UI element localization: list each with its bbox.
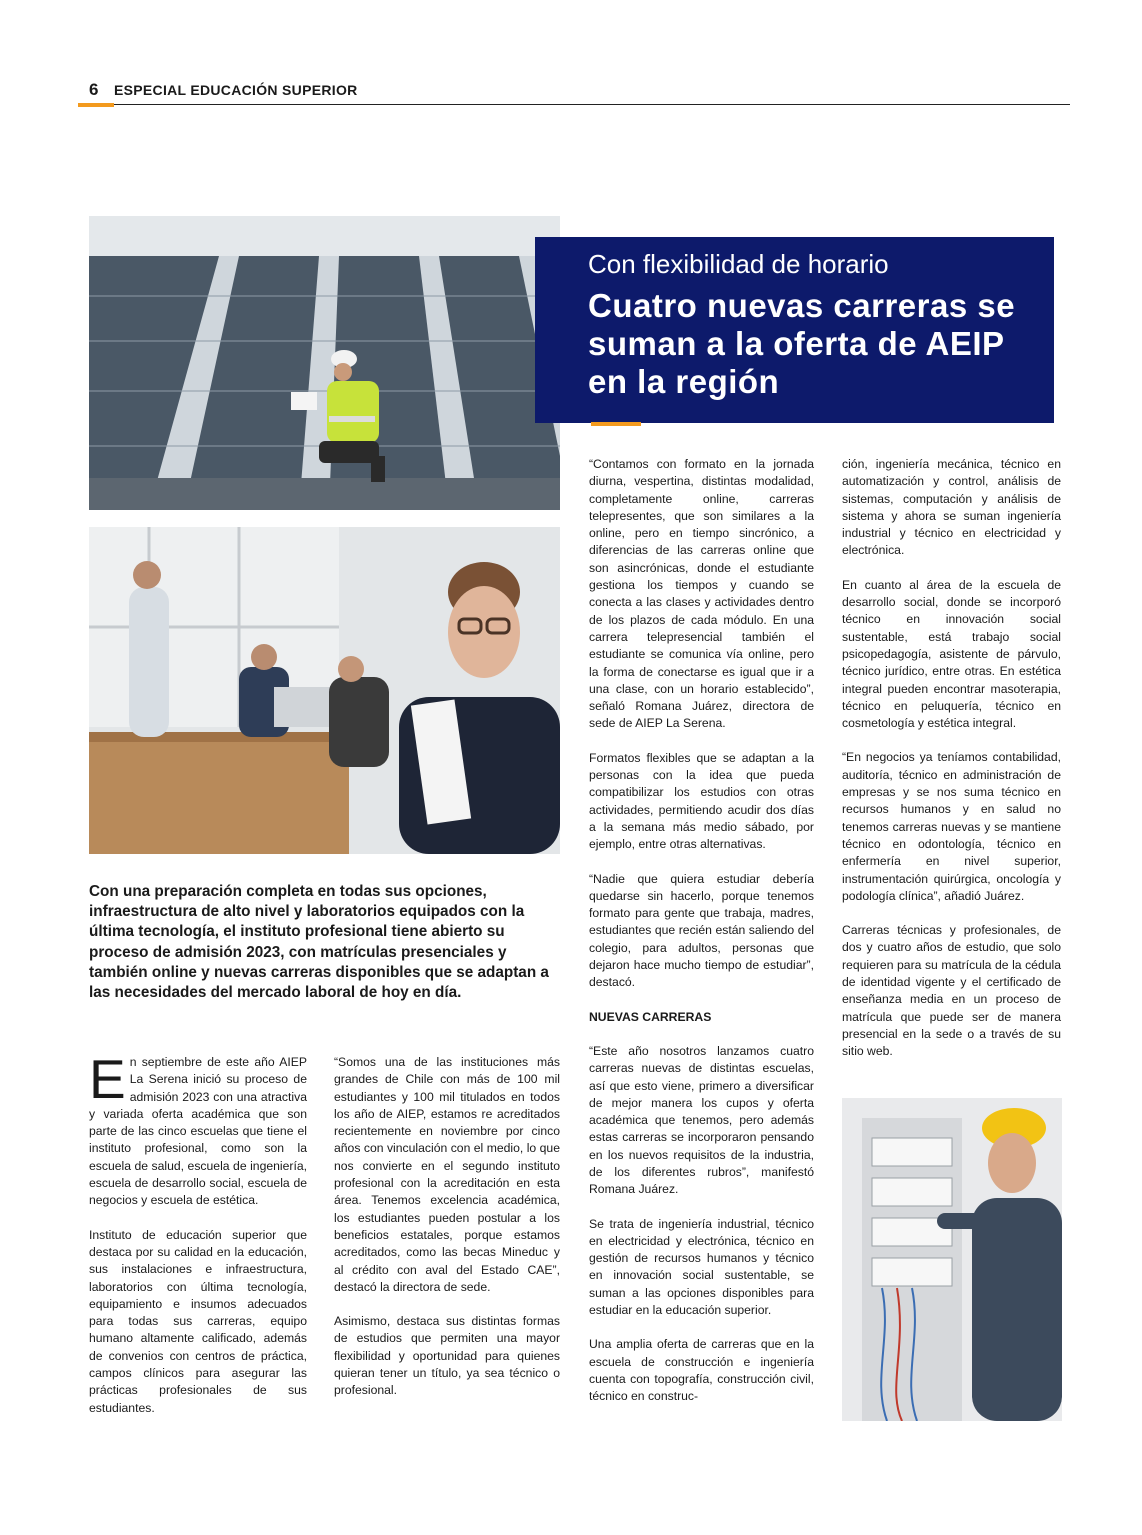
col4-paragraph-1: ción, ingeniería mecánica, técnico en automatización y control, análisis de sistemas, computación y análisis de sistema y ahora se suman ingeniería industrial y técnico en electricidad y electrónica. bbox=[842, 457, 1061, 558]
col1-paragraph-2: Instituto de educación superior que destaca por su calidad en la educación, sus instalaciones e infraestructura, laboratorios con última tecnología, equipamiento e insumos adecuados para todas sus carreras, equipo humano altamente calificado, además de convenios con centros de práctica, campos clínicos para asegurar las prácticas profesionales de sus estudiantes. bbox=[89, 1227, 307, 1415]
col4-paragraph-4: Carreras técnicas y profesionales, de dos y cuatro años de estudio, que solo requieren para su matrícula de la cédula de identidad vigente y el certificado de enseñanza media en un proceso de matrícula que puede ser de manera presencial en la sede o a través de su sitio web. bbox=[842, 923, 1061, 1059]
col3-paragraph-2: Formatos flexibles que se adaptan a la personas con la idea que pueda compatibilizar los estudios con otras actividades, permitiendo acudir dos días a la semana más medio sábado, por ejemplo, entre otras alternativas. bbox=[589, 750, 814, 852]
col4-paragraph-3: “En negocios ya teníamos contabilidad, auditoría, técnico en administración de empresas y se nos suma técnico en recursos humanos y en salud no tenemos carreras nuevas y se mantiene técnico en odontología, técnico en enfermería en nivel superior, instrumentación quirúrgica, oncología y podología clínica”, añadió Juárez. bbox=[842, 750, 1061, 903]
article-kicker: Con flexibilidad de horario bbox=[588, 249, 889, 279]
col3-paragraph-4: “Este año nosotros lanzamos cuatro carreras nuevas de distintas escuelas, así que esto viene, primero a diversificar de mejor manera los cupos y oferta académica que tenemos, pero además estas carreras se incorporaron pensando en los nuevos requisitos de la industria, de los diferentes rubros”, manifestó Romana Juárez. bbox=[589, 1043, 814, 1197]
drop-cap: E bbox=[89, 1048, 126, 1110]
title-box bbox=[535, 237, 1054, 423]
col2-paragraph-1: “Somos una de las instituciones más grandes de Chile con más de 100 mil estudiantes y 100 mil titulados en todos los año de AIEP, estamos re acreditados recientemente en noviembre por cinco años con vinculación con el medio, lo que nos convierte en el segundo instituto profesional con la acreditación en esta área. Tenemos excelencia académica, los estudiantes pueden postular a los beneficios estatales, porque estamos acreditados, como las becas Mineduc y al crédito con aval del Estado CAE”, destacó la directora de sede. bbox=[334, 1055, 560, 1294]
office-team-photo bbox=[89, 527, 560, 854]
body-column-4 bbox=[842, 456, 1061, 1078]
page-number: 6 bbox=[89, 80, 99, 99]
body-column-2 bbox=[334, 1054, 560, 1417]
section-title: ESPECIAL EDUCACIÓN SUPERIOR bbox=[114, 82, 358, 98]
col1-paragraph-1: n septiembre de este año AIEP La Serena inició su proceso de admisión 2023 con una atractiva y variada oferta académica que son parte de las cinco escuelas que tiene el instituto profesional, como son la escuela de salud, escuela de ingeniería, escuela de desarrollo social, escuela de negocios y escuela de estética. bbox=[89, 1055, 307, 1208]
header-rule bbox=[78, 104, 1070, 105]
header-accent-bar bbox=[78, 103, 114, 107]
article-headline: Cuatro nuevas carreras se suman a la oferta de AEIP en la región bbox=[588, 287, 1016, 400]
col4-paragraph-2: En cuanto al área de la escuela de desarrollo social, donde se incorporó técnico en innovación social sustentable, está trabajo social psicopedagogía, asistente de párvulo, técnico jurídico, entre otras. En estética integral pueden encontrar masoterapia, técnico en peluquería, técnico en cosmetología y estética integral. bbox=[842, 577, 1061, 731]
solar-panels-photo bbox=[89, 216, 560, 510]
col2-paragraph-2: Asimismo, destaca sus distintas formas de estudios que permiten una mayor flexibilidad y oportunidad para quienes quieran tener un título, ya sea técnico o profesional. bbox=[334, 1314, 560, 1398]
col3-paragraph-1: “Contamos con formato en la jornada diurna, vespertina, distintas modalidad, completamente online, carreras telepresentes, que son similares a la online, pero en tiempo sincrónico, a diferencias de las carreras online que son asincrónicas, donde el estudiante gestiona los tiempos y cuando se conecta a las clases y actividades dentro de los plazos de cada módulo. En una carrera telepresencial también el estudiante se comunica vía online, pero la forma de conectarse es igual que ir a una clase, con un horario establecido”, señaló Romana Juárez, directora de sede de AIEP La Serena. bbox=[589, 457, 814, 731]
subheading-nuevas-carreras: NUEVAS CARRERAS bbox=[589, 1009, 712, 1024]
title-accent-bar bbox=[591, 422, 641, 426]
electrician-photo bbox=[842, 1098, 1062, 1421]
col3-paragraph-3: “Nadie que quiera estudiar debería quedarse sin hacerlo, porque tenemos formato para gente que trabaja, madres, estudiantes que recién están saliendo del colegio, para adultos, personas que dejaron hace mucho tiempo de estudiar”, destacó. bbox=[589, 871, 814, 990]
col3-paragraph-5: Se trata de ingeniería industrial, técnico en electricidad y electrónica, técnico en gestión de recursos humanos y técnico en innovación social sustentable, se suman a las opciones disponibles para estudiar en la educación superior. bbox=[589, 1216, 814, 1318]
body-column-1 bbox=[89, 1048, 307, 1434]
lead-paragraph: Con una preparación completa en todas sus opciones, infraestructura de alto nivel y laboratorios equipados con la última tecnología, el instituto profesional tiene abierto su proceso de admisión 2023, con matrículas presenciales y también online y nuevas carreras disponibles que se adaptan a las necesidades del mercado laboral de hoy en día. bbox=[89, 883, 549, 1002]
col3-paragraph-6: Una amplia oferta de carreras que en la escuela de construcción e ingeniería cuenta con topografía, construcción civil, técnico en construc- bbox=[589, 1337, 814, 1404]
body-column-3 bbox=[589, 456, 814, 1423]
